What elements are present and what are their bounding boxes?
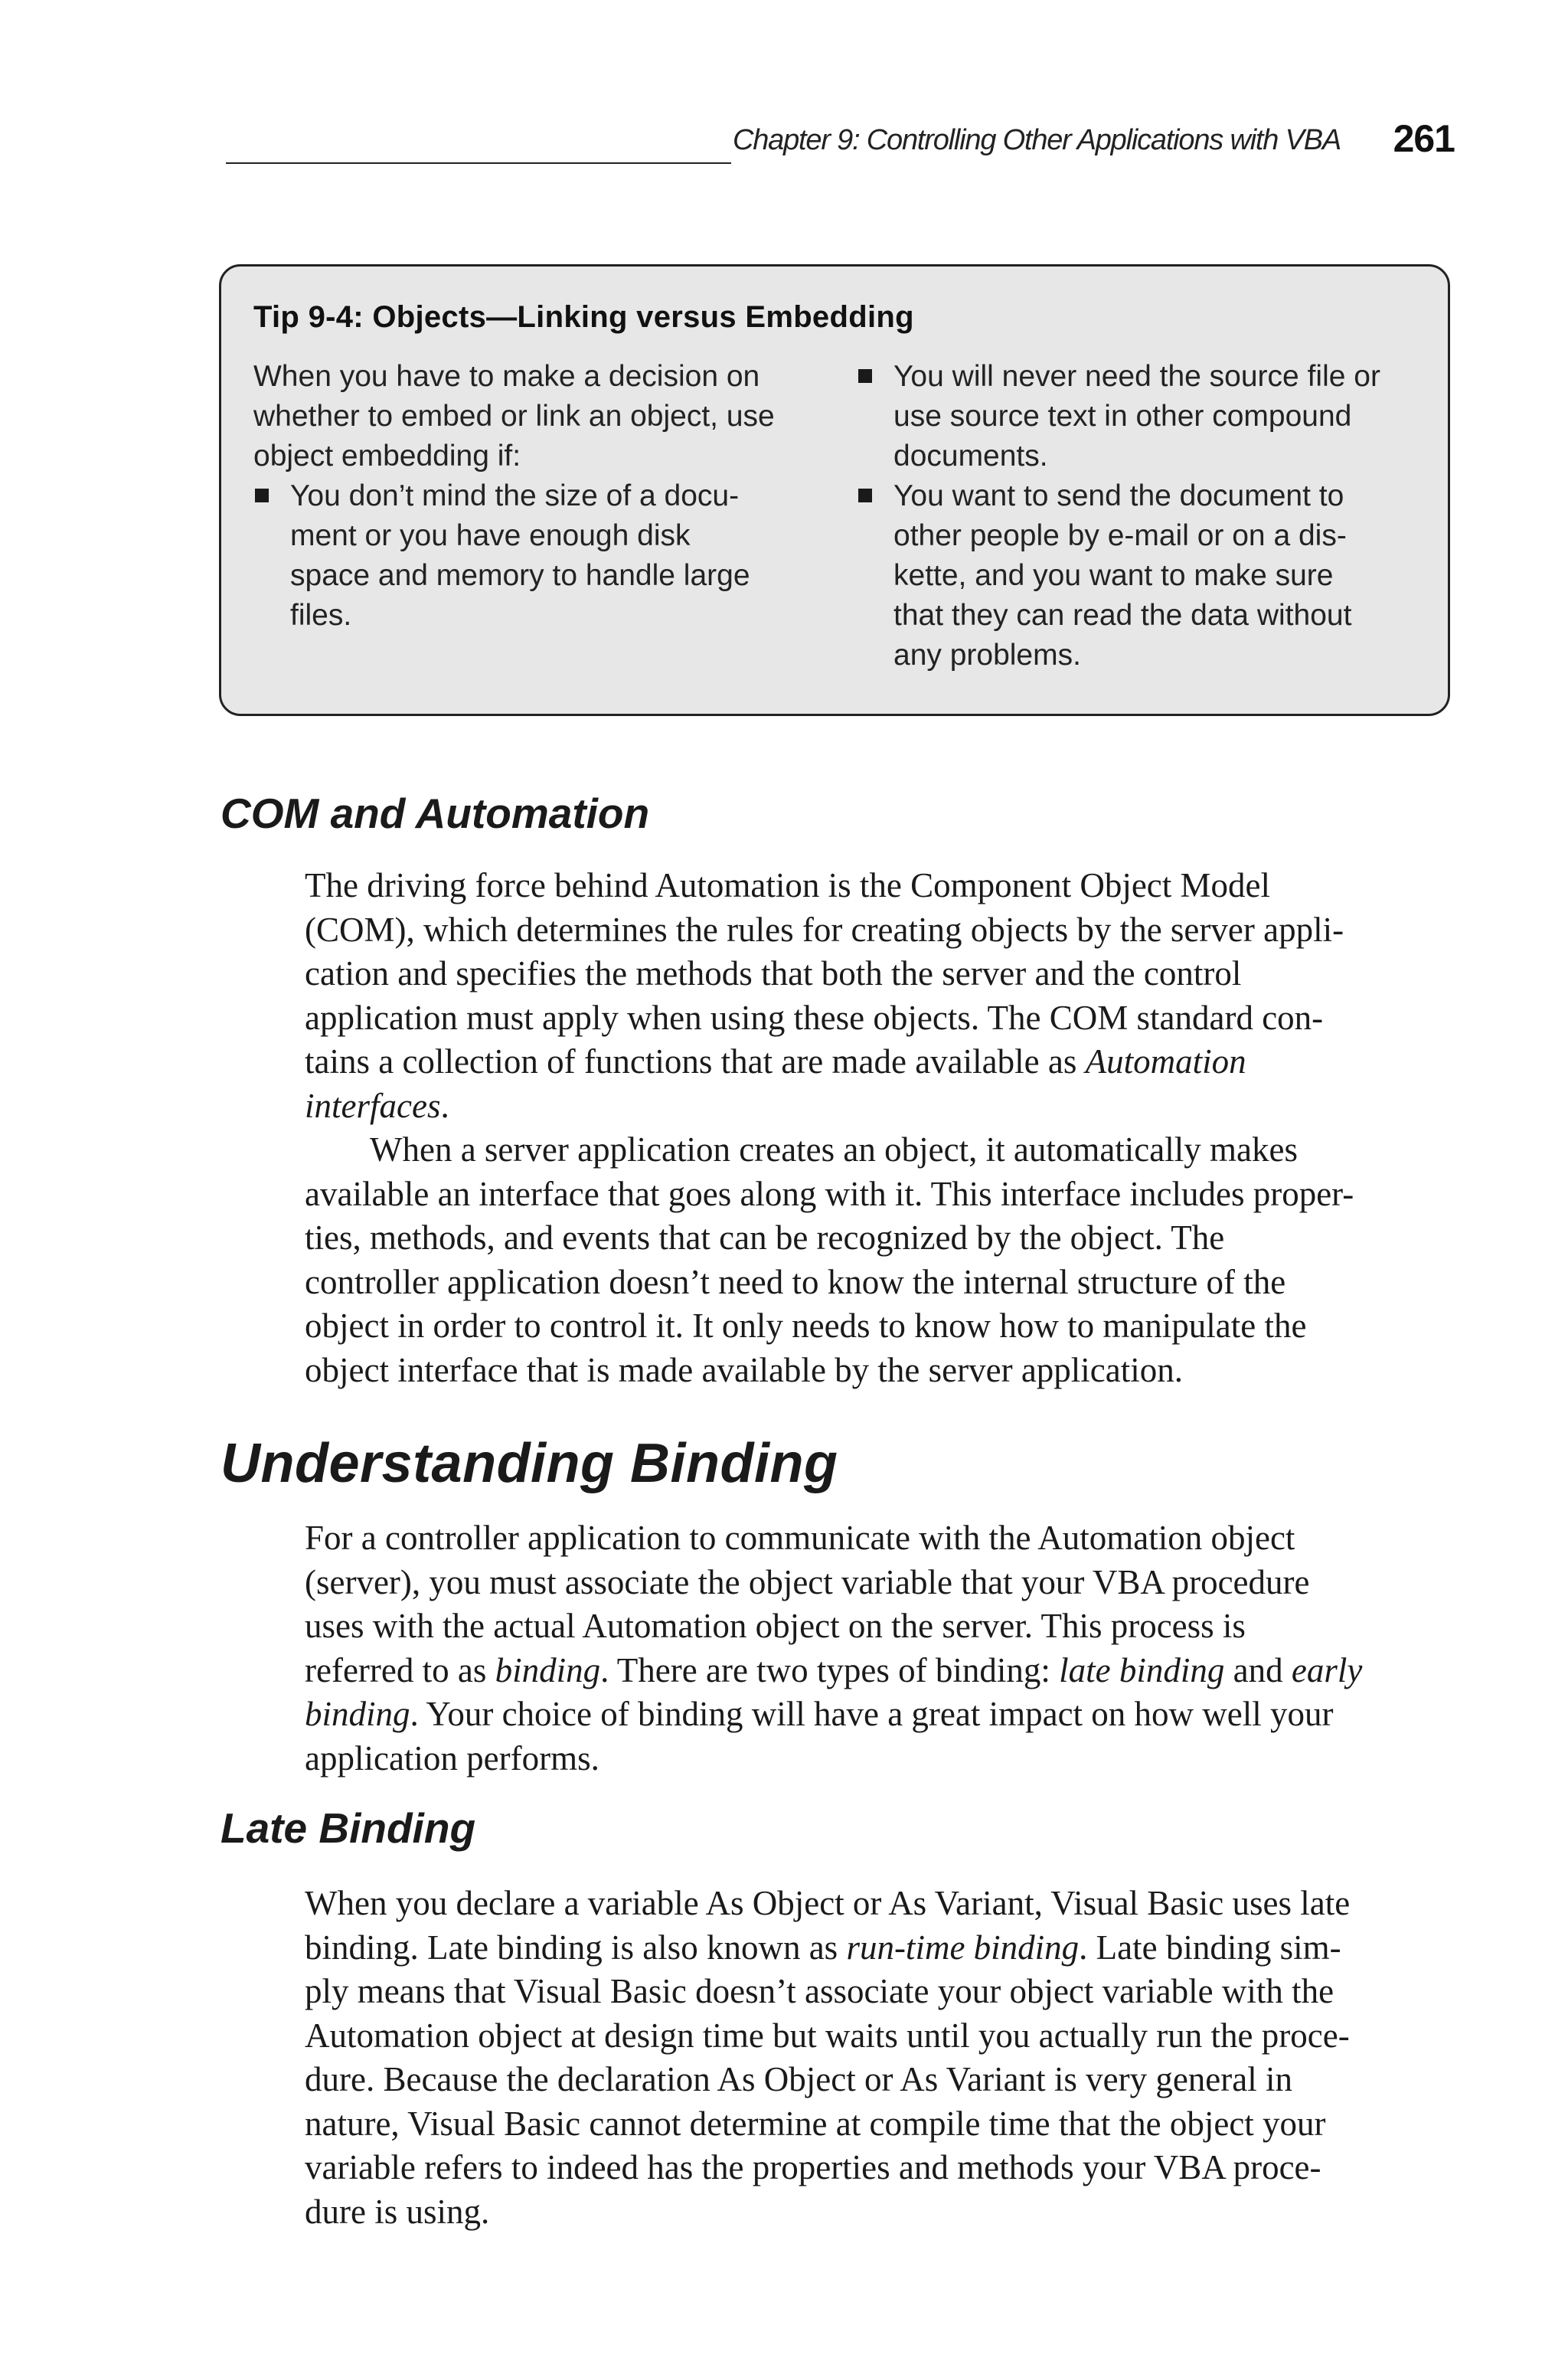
body-text: tains a collection of functions that are made available as [305, 1042, 1086, 1081]
body-line: nature, Visual Basic cannot determine at compile time that the object your [305, 2104, 1326, 2143]
tip-left-column [253, 357, 828, 636]
body-line: ply means that Visual Basic doesn’t associate your object variable with the [305, 1972, 1334, 2010]
body-line: dure. Because the declaration As Object or As Variant is very general in [305, 2060, 1292, 2098]
tip-title: Tip 9-4: Objects—Linking versus Embedding [253, 300, 914, 334]
body-line [305, 1084, 1461, 1129]
body-line: When a server application creates an object, it automatically makes [370, 1130, 1298, 1169]
tip-bullet-item [857, 476, 1423, 675]
tip-intro-line: whether to embed or link an object, use [253, 400, 775, 433]
tip-bullet-line: You want to send the document to [893, 479, 1344, 512]
tip-bullet-line: that they can read the data without [893, 599, 1352, 632]
tip-bullet-item [857, 357, 1423, 476]
body-line: dure is using. [305, 2192, 490, 2231]
tip-bullet-line: files. [290, 599, 352, 632]
body-text: binding. Late binding is also known as [305, 1928, 847, 1967]
italic-term: binding [495, 1650, 601, 1689]
body-line: When you declare a variable As Object or As Variant, Visual Basic uses late [305, 1884, 1351, 1922]
page-number: 261 [1393, 117, 1455, 160]
body-line: application must apply when using these objects. The COM standard con- [305, 998, 1324, 1037]
italic-term: run-time binding [846, 1928, 1080, 1967]
body-line: ties, methods, and events that can be recognized by the object. The [305, 1218, 1225, 1257]
body-line: application performs. [305, 1738, 599, 1777]
tip-bullet-line: any problems. [893, 639, 1081, 672]
tip-bullet-line: ment or you have enough disk [290, 519, 691, 552]
tip-bullet-line: space and memory to handle large [290, 559, 750, 592]
body-text: . Your choice of binding will have a great impact on how well your [410, 1695, 1334, 1733]
body-line: available an interface that goes along with it. This interface includes proper- [305, 1174, 1354, 1213]
tip-bullet-list-right [857, 357, 1423, 675]
body-line: (COM), which determines the rules for creating objects by the server appli- [305, 910, 1344, 949]
section-heading-late-binding: Late Binding [220, 1804, 476, 1852]
body-text: referred to as [305, 1650, 495, 1689]
header-rule [226, 162, 731, 164]
tip-bullet-line: kette, and you want to make sure [893, 559, 1334, 592]
body-text: . Late binding sim- [1079, 1928, 1341, 1967]
body-line: The driving force behind Automation is the Component Object Model [305, 866, 1271, 904]
body-line [305, 1692, 1461, 1737]
tip-intro [253, 357, 828, 476]
body-line: object interface that is made available by the server application. [305, 1350, 1183, 1389]
italic-term: late binding [1059, 1650, 1225, 1689]
tip-bullet-line: use source text in other compound [893, 400, 1352, 433]
tip-box [219, 264, 1450, 716]
body-text: . There are two types of binding: [600, 1650, 1060, 1689]
body-text: and [1224, 1650, 1292, 1689]
body-line [305, 1649, 1461, 1693]
tip-intro-line: When you have to make a decision on [253, 360, 760, 393]
chapter-title: Chapter 9: Controlling Other Applications with VBA [733, 124, 1341, 156]
body-line: controller application doesn’t need to know the internal structure of the [305, 1262, 1286, 1301]
tip-right-column [857, 357, 1423, 675]
body-line: cation and specifies the methods that both the server and the control [305, 954, 1242, 993]
tip-bullet-line: documents. [893, 440, 1048, 473]
square-bullet-icon [255, 489, 269, 502]
tip-bullet-line: You will never need the source file or [893, 360, 1380, 393]
section-heading-com: COM and Automation [220, 790, 650, 837]
tip-bullet-line: other people by e-mail or on a dis- [893, 519, 1347, 552]
tip-intro-line: object embedding if: [253, 440, 521, 473]
tip-bullet-item [253, 476, 828, 636]
body-line: object in order to control it. It only needs to know how to manipulate the [305, 1307, 1307, 1345]
body-line: variable refers to indeed has the properties and methods your VBA proce- [305, 2148, 1321, 2186]
section-heading-binding: Understanding Binding [220, 1433, 838, 1494]
italic-term: binding [305, 1695, 410, 1733]
tip-bullet-list-left [253, 476, 828, 636]
italic-term: Automation [1085, 1042, 1246, 1081]
com-body [305, 864, 1461, 1392]
square-bullet-icon [858, 489, 872, 502]
body-line: Automation object at design time but waits until you actually run the proce- [305, 2016, 1350, 2055]
body-text: . [440, 1086, 449, 1125]
tip-bullet-line: You don’t mind the size of a docu- [290, 479, 740, 512]
italic-term: early [1291, 1650, 1363, 1689]
square-bullet-icon [858, 369, 872, 383]
binding-body [305, 1516, 1461, 1781]
body-line [305, 1040, 1461, 1084]
body-line: (server), you must associate the object variable that your VBA procedure [305, 1562, 1310, 1601]
running-header [226, 116, 1455, 165]
body-line: uses with the actual Automation object on the server. This process is [305, 1607, 1246, 1645]
italic-term: interfaces [305, 1086, 441, 1125]
body-line: For a controller application to communicate with the Automation object [305, 1519, 1295, 1557]
late-binding-body [305, 1882, 1461, 2234]
body-line [305, 1926, 1461, 1970]
